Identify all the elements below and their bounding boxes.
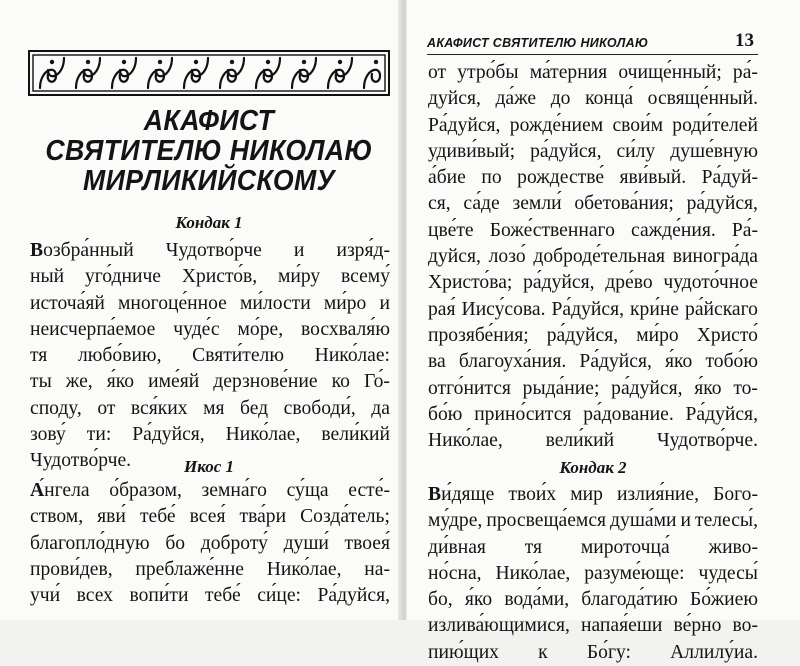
text-line: пию́щих к Бо́гу: Аллилу́иа. — [428, 641, 758, 663]
text-line: прови́дев, преблаже́нне Нико́лае, на- — [30, 558, 390, 580]
text-line: сподy, от вся́ких мя бед свободи́, да — [30, 397, 390, 419]
text-line: Ви́дяще твои́х мир излия́ние, Бого- — [428, 484, 758, 505]
text-line: Чудотво́рче. — [30, 450, 132, 472]
title-line-3: МИРЛИКИЙСКОМУ — [83, 165, 335, 197]
header-rule — [427, 54, 758, 55]
text-line: Христо́ва; ра́дуйся, дре́во чудото́чное — [428, 272, 758, 294]
text-line: Возбра́нный Чудотво́рче и изря́д- — [30, 240, 390, 261]
text-line: му́дре, просвеща́емся душа́ми и телесы́, — [428, 510, 758, 532]
text-line: но́сна, Нико́лае, разуме́юще: чудесы́ — [428, 562, 758, 584]
text-line: благопло́дную бо доброту́ души́ твоея́ — [30, 532, 390, 554]
text-line: учи́ всех вопи́ти тебе́ си́це: Ра́дуйся, — [30, 585, 390, 607]
kondak-1-heading: Кондак 1 — [175, 213, 243, 232]
text-line: бо́ю прино́сится ра́дование. Ра́дуйся, — [428, 403, 758, 425]
text-line: дуйся, лозо́ доброде́тельная виногра́да — [428, 246, 758, 268]
text-line: зову́ ти: Ра́дуйся, Нико́лае, вели́кий — [30, 424, 390, 446]
text-line: А́нгела о́бразом, земна́го су́ща есте́- — [30, 480, 390, 501]
ikos-1-continued-text — [428, 60, 758, 454]
decorative-ornament-band — [28, 50, 390, 96]
text-line: тя любо́вию, Святи́телю Нико́лае: — [30, 345, 390, 367]
running-head: АКАФИСТ СВЯТИТЕЛЮ НИКОЛАЮ — [427, 36, 649, 50]
text-line: прозябе́ния; ра́дуйся, ми́ро Христо́ — [428, 324, 758, 346]
text-line: ный уго́дниче Христо́в, ми́ру всему́ — [30, 266, 390, 288]
text-line: от утро́бы ма́терния очище́нный; ра́- — [428, 62, 758, 83]
ikos-1-text — [30, 478, 390, 609]
kondak-2-text — [428, 482, 758, 666]
text-line: отго́нится рыда́ние; ра́дуйся, я́ко то- — [428, 377, 758, 399]
akathist-title — [28, 106, 390, 196]
text-line: дуйся, да́же до конца́ освяще́нный. — [428, 88, 758, 110]
text-line: рая́ Иису́сова. Ра́дуйся, кри́не ра́йскаго — [428, 298, 758, 320]
text-line: удиви́вый; ра́дуйся, си́лу душе́вную — [428, 140, 758, 162]
ikos-1-heading: Икос 1 — [184, 457, 234, 476]
text-line: неисчерпа́емое чуде́с мо́ре, восхваля́ю — [30, 318, 390, 340]
text-line: излива́ющимися, напая́еши ве́рно во- — [428, 615, 758, 637]
text-line: источа́яй многоце́нное ми́лости ми́ро и — [30, 292, 390, 314]
text-line: ты же, я́ко име́яй дерзнове́ние ко Го́- — [30, 371, 390, 393]
left-page — [0, 0, 403, 620]
text-line: Нико́лае, вели́кий Чудотво́рче. — [428, 430, 758, 452]
text-line: ся, са́де земли́ обетова́ния; ра́дуйся, — [428, 193, 758, 215]
kondak-2-heading: Кондак 2 — [559, 458, 627, 477]
text-line: ва благоуха́ния. Ра́дуйся, я́ко тобо́ю — [428, 351, 758, 373]
text-line: Ра́дуйся, рожде́нием свои́м роди́телей — [428, 114, 758, 136]
text-line: ди́вная тя мироточца́ живо- — [428, 536, 758, 558]
text-line: ством, яви́ тебе́ всея́ тва́ри Созда́тель; — [30, 506, 390, 528]
text-line: бо, я́ко вода́ми, благода́тию Бо́жиею — [428, 589, 758, 611]
kondak-1-text — [30, 238, 390, 475]
title-line-1: АКАФИСТ — [143, 105, 275, 137]
text-line: цве́те Боже́ственнаго сажде́ния. Ра́- — [428, 219, 758, 241]
text-line: а́бие по рождестве́ яви́вый. Ра́дуй- — [428, 167, 758, 189]
title-line-2: СВЯТИТЕЛЮ НИКОЛАЮ — [45, 135, 373, 167]
page-number: 13 — [735, 30, 754, 51]
